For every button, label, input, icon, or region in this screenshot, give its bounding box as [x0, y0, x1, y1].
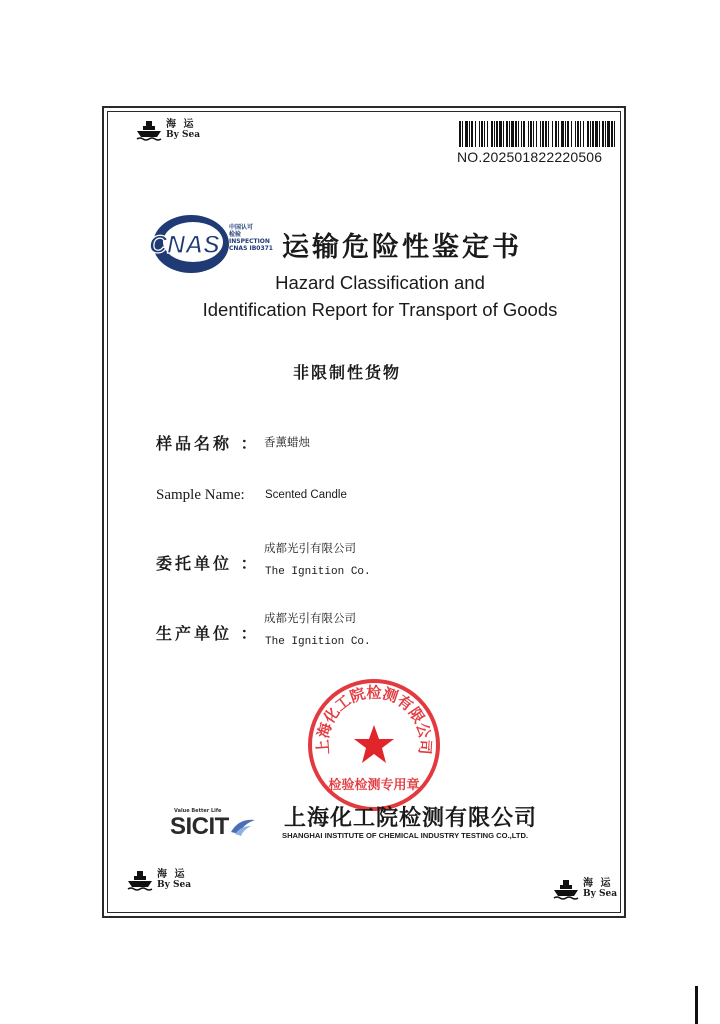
barcode-bar	[459, 121, 461, 147]
barcode-bar	[614, 121, 615, 147]
by-sea-mark-bottom-left	[127, 869, 191, 891]
client-value-en: The Ignition Co.	[265, 566, 371, 578]
sicit-slogan: Value Better Life	[174, 808, 222, 814]
cnas-line-2: 检验	[229, 231, 242, 238]
scan-edge-mark	[695, 986, 698, 1024]
cargo-category: 非限制性货物	[293, 363, 402, 382]
sample-name-label-cn: 样品名称 ：	[156, 434, 260, 453]
report-number: NO.202501822220506	[457, 149, 603, 165]
barcode-bar	[469, 121, 470, 147]
barcode-bar	[523, 121, 525, 147]
by-sea-en: By Sea	[583, 889, 618, 899]
seal-ring-text: 上海化工院检测有限公司	[313, 683, 435, 756]
barcode-bar	[518, 121, 519, 147]
barcode-bar	[605, 121, 606, 147]
ship-icon	[127, 869, 153, 891]
ship-icon	[136, 119, 162, 141]
barcode-bar	[496, 121, 498, 147]
barcode-bar	[509, 121, 510, 147]
barcode-bar	[479, 121, 480, 147]
barcode-bar	[536, 121, 537, 147]
barcode-bar	[515, 121, 517, 147]
barcode-bar	[587, 121, 589, 147]
barcode-bar	[577, 121, 579, 147]
barcode-bar	[590, 121, 591, 147]
barcode-bar	[471, 121, 473, 147]
by-sea-en: By Sea	[157, 880, 192, 890]
barcode-bar	[575, 121, 576, 147]
barcode-bar	[552, 121, 553, 147]
cnas-line-3: INSPECTION	[229, 238, 270, 245]
barcode-bar	[565, 121, 566, 147]
barcode-bar	[462, 121, 463, 147]
barcode-bar	[481, 121, 483, 147]
sicit-wing-icon	[229, 816, 257, 838]
barcode-bar	[558, 121, 559, 147]
barcode-bar	[475, 121, 476, 147]
ship-icon	[553, 878, 579, 900]
cnas-logo	[147, 212, 231, 276]
barcode-bar	[528, 121, 529, 147]
barcode-bar	[506, 121, 508, 147]
barcode-bar	[599, 121, 600, 147]
barcode-bar	[567, 121, 569, 147]
barcode-bar	[545, 121, 547, 147]
barcode-bar	[595, 121, 598, 147]
barcode-bar	[611, 121, 613, 147]
by-sea-cn: 海 运	[157, 869, 187, 880]
barcode-bar	[530, 121, 532, 147]
cnas-line-4: CNAS IB0371	[229, 245, 273, 252]
seal-bottom-text: 检验检测专用章	[328, 778, 420, 793]
barcode-bar	[607, 121, 610, 147]
by-sea-mark-bottom-right	[553, 878, 617, 900]
barcode-bar	[533, 121, 534, 147]
manufacturer-value-cn: 成都光引有限公司	[264, 611, 356, 625]
by-sea-cn: 海 运	[583, 878, 613, 889]
barcode-bar	[555, 121, 557, 147]
barcode-bar	[602, 121, 604, 147]
cnas-side-text	[229, 224, 273, 252]
barcode-bar	[484, 121, 485, 147]
title-cn: 运输危险性鉴定书	[282, 232, 522, 263]
sicit-logo-text: SICIT	[170, 813, 229, 840]
barcode-bar	[487, 121, 488, 147]
barcode-bar	[548, 121, 549, 147]
cnas-line-1: 中国认可	[229, 224, 254, 231]
sample-name-label-en: Sample Name:	[156, 487, 245, 503]
title-en-line-2: Identification Report for Transport of Goods	[202, 299, 558, 320]
manufacturer-label-cn: 生产单位 ：	[156, 624, 260, 643]
barcode-bar	[580, 121, 581, 147]
barcode-bar	[592, 121, 594, 147]
barcode-bar	[571, 121, 572, 147]
title-en	[170, 269, 590, 323]
issuer-name-cn: 上海化工院检测有限公司	[284, 806, 538, 831]
sample-name-value-cn: 香薰蜡烛	[264, 435, 310, 449]
manufacturer-value-en: The Ignition Co.	[265, 636, 371, 648]
barcode-bar	[540, 121, 541, 147]
barcode-bar	[542, 121, 544, 147]
by-sea-cn: 海 运	[166, 119, 196, 130]
by-sea-en: By Sea	[166, 130, 201, 140]
barcode-bar	[521, 121, 522, 147]
barcode-bar	[511, 121, 514, 147]
barcode	[459, 121, 615, 147]
sicit-logo	[170, 808, 257, 840]
barcode-bar	[491, 121, 493, 147]
title-en-line-1: Hazard Classification and	[275, 272, 485, 293]
seal-star-icon	[354, 725, 394, 763]
barcode-bar	[583, 121, 584, 147]
official-seal	[306, 677, 442, 813]
cnas-logo-text: CNAS	[149, 231, 220, 259]
client-value-cn: 成都光引有限公司	[264, 541, 356, 555]
barcode-bar	[465, 121, 468, 147]
by-sea-mark-top-left	[136, 119, 200, 141]
issuer-name-en: SHANGHAI INSTITUTE OF CHEMICAL INDUSTRY TESTING CO.,LTD.	[282, 831, 529, 840]
sample-name-value-en: Scented Candle	[265, 489, 347, 501]
barcode-bar	[499, 121, 502, 147]
barcode-bar	[503, 121, 504, 147]
barcode-bar	[561, 121, 564, 147]
client-label-cn: 委托单位 ：	[156, 554, 260, 573]
barcode-bar	[494, 121, 495, 147]
